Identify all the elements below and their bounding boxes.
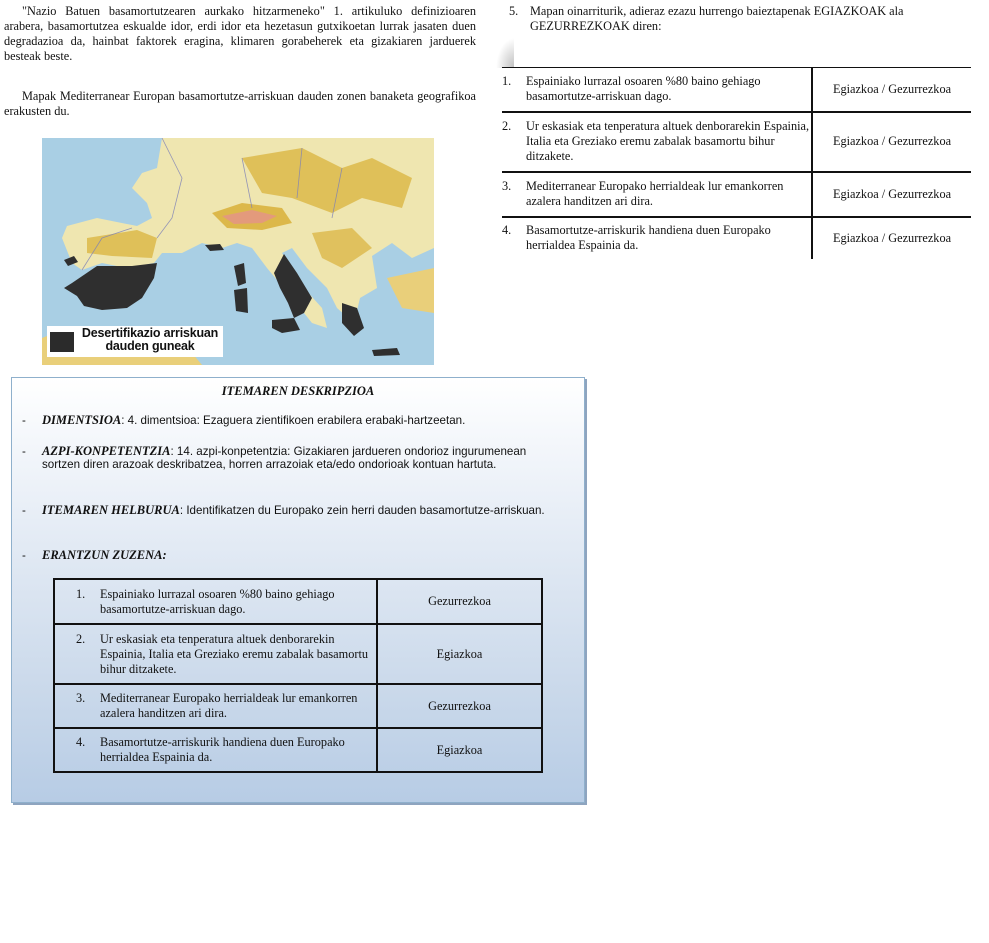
bullet-label: ITEMAREN HELBURUA (42, 503, 180, 517)
table-row (54, 684, 542, 728)
table-row (502, 172, 971, 217)
bullet-dimension (22, 414, 552, 427)
statement-cell (502, 112, 812, 172)
statement-cell (54, 684, 377, 728)
bullet-text: : 4. dimentsioa: Ezaguera zientifikoen erabilera erabaki-hartzeetan. (121, 414, 466, 427)
statement-text: Ur eskasiak eta tenperatura altuek denborarekin Espainia, Italia eta Greziako eremu zabalak basamortu bihur ditzakete. (100, 631, 369, 676)
answer-options-cell[interactable]: Egiazkoa / Gezurrezkoa (832, 230, 952, 245)
risk-zone-sardinia (234, 288, 248, 313)
statement-text: Basamortutze-arriskurik handiena duen Europako herrialdea Espainia da. (100, 735, 345, 764)
statement-text: Espainiako lurrazal osoaren %80 baino gehiago basamortutze-arriskuan dago. (526, 74, 761, 104)
statement-number: 4. (502, 223, 512, 237)
desertification-map (42, 138, 434, 365)
true-false-table (502, 67, 971, 259)
answer-key-table (53, 578, 543, 773)
correct-answer-cell: Gezurrezkoa (377, 579, 542, 624)
table-row (502, 217, 971, 259)
table-row (54, 728, 542, 772)
bullet-text: : 14. azpi-konpetentzia: Gizakiaren jardueren ondorioz ingurumenean sortzen diren arazoak deskribatzea, horren arrazoiak eta/edo ondorioak kontuan hartuta. (42, 445, 527, 471)
statement-text: Ur eskasiak eta tenperatura altuek denborarekin Espainia, Italia eta Greziako eremu zabalak basamortu bihur ditzakete. (526, 119, 810, 163)
question-number: 5. (509, 4, 519, 18)
bullet-label: ERANTZUN ZUZENA: (42, 548, 167, 562)
intro-paragraph-definition-text: "Nazio Batuen basamortutzearen aurkako hitzarmeneko" 1. artikuluko definizioaren arabera, basamortutzea eskualde idor, erdi idor eta hezetasun gutxikoetan lurrak jasaten duen degradazioa da, hainbat faktorek eragina, klimaren gorabeherek eta gizakiaren jarduerek besteak beste. (4, 4, 476, 63)
bullet-text: : Identifikatzen du Europako zein herri dauden basamortutze-arriskuan. (179, 504, 545, 517)
statement-cell (502, 172, 812, 217)
correct-answer-cell: Egiazkoa (377, 624, 542, 684)
statement-cell (54, 624, 377, 684)
table-row (54, 624, 542, 684)
statement-number: 1. (502, 74, 512, 89)
bullet-dash: - (22, 445, 26, 458)
bullet-label: AZPI-KONPETENTZIA (42, 444, 171, 458)
statement-text: Mediterranear Europako herrialdeak lur emankorren azalera handitzen ari dira. (526, 179, 784, 208)
statement-text: Mediterranear Europako herrialdeak lur emankorren azalera handitzen ari dira. (100, 691, 358, 720)
statement-number: 2. (76, 631, 86, 646)
question-text: Mapan oinarriturik, adieraz ezazu hurrengo baieztapenak EGIAZKOAK ala GEZURREZKOAK diren: (530, 4, 904, 33)
item-description-box (11, 377, 585, 803)
statement-number: 3. (76, 691, 86, 705)
statement-cell (502, 68, 812, 112)
answer-options-cell[interactable]: Egiazkoa / Gezurrezkoa (832, 186, 952, 201)
answer-options-cell[interactable]: Egiazkoa / Gezurrezkoa (832, 134, 952, 148)
bullet-label: DIMENTSIOA (42, 413, 122, 427)
correct-answer-cell: Egiazkoa (377, 728, 542, 772)
bullet-dash: - (22, 504, 26, 517)
intro-paragraph-map-text: Mapak Mediterranear Europan basamortutze-arriskuan dauden zonen banaketa geografikoa erakusten du. (4, 89, 476, 118)
statement-number: 3. (502, 179, 512, 193)
statement-number: 1. (76, 586, 86, 601)
intro-paragraph-map (4, 89, 476, 119)
bullet-dash: - (22, 414, 26, 427)
bullet-item-goal (22, 504, 552, 517)
statement-cell (54, 728, 377, 772)
correct-answer-cell: Gezurrezkoa (377, 684, 542, 728)
statement-cell (54, 579, 377, 624)
answer-options-cell[interactable]: Egiazkoa / Gezurrezkoa (832, 81, 952, 96)
statement-number: 2. (502, 119, 512, 133)
bullet-sub-competence (22, 445, 552, 471)
statement-cell (502, 217, 812, 259)
legend-label: Desertifikazio arriskuan dauden guneak (81, 326, 219, 353)
bullet-dash: - (22, 549, 26, 562)
bullet-correct-answer (22, 549, 552, 562)
map-legend (47, 326, 223, 357)
table-row (54, 579, 542, 624)
description-title: ITEMAREN DESKRIPZIOA (221, 384, 375, 398)
statement-text: Basamortutze-arriskurik handiena duen Europako herrialdea Espainia da. (526, 223, 771, 252)
statement-text: Espainiako lurrazal osoaren %80 baino gehiago basamortutze-arriskuan dago. (100, 586, 335, 616)
page-shadow (496, 38, 514, 68)
intro-paragraph-definition (4, 4, 476, 64)
question-5 (509, 4, 969, 34)
table-row (502, 68, 971, 112)
table-row (502, 112, 971, 172)
legend-swatch (50, 332, 74, 352)
statement-number: 4. (76, 735, 86, 749)
